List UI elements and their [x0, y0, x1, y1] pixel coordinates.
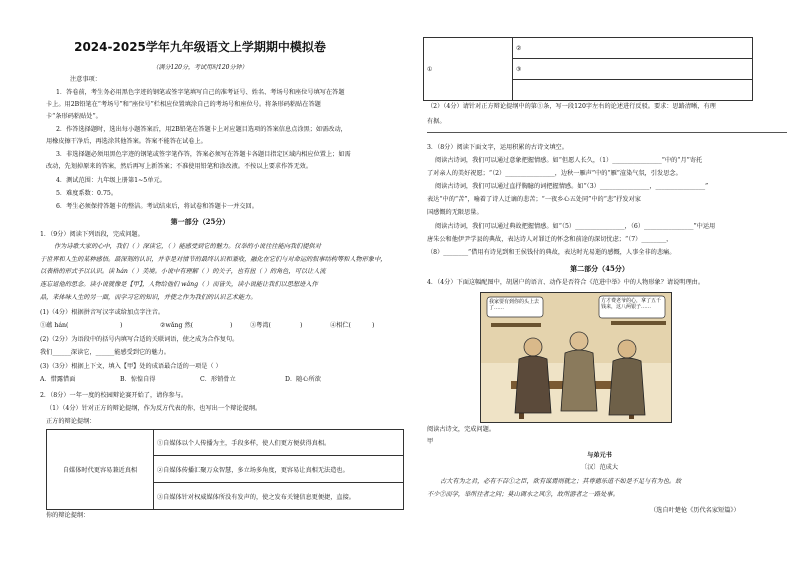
q3-line: 了对亲人的美好祝愿；“（2）________________，边秋一雁声”中的“雁”渲染气氛，引发思念。 — [427, 170, 682, 177]
q2-sub2: （2）（4分）请针对正方辩论提纲中的第①条，写一段120字左右的论述进行反驳。要求：思路清晰，有理 — [427, 103, 716, 110]
answer-box-label: ① — [424, 38, 513, 101]
debate-point: ③自媒体针对权威媒体所没有发声的，使之发布关键信息更便捷，直接。 — [154, 483, 404, 510]
notice-heading: 注意事项： — [70, 76, 101, 83]
q1-passage-line: 品，来体味人生的另一面，而学习它的知识，并使之作为我们的认识艺术能力。 — [40, 294, 257, 301]
poem-source: （选自叶楚伧《历代名家短篇》） — [650, 507, 740, 514]
notice-line: 1．答卷前，考生务必用黑色字迹的钢笔或签字笔填写自己的准考证号、姓名、考场号和座位号填写在答题 — [56, 89, 345, 96]
bubble-left: 我家要有到你的头上去了…… — [489, 299, 540, 311]
q1-sub3-opt: A．惜露惜面 — [40, 376, 76, 383]
part2-heading: 第二部分（45分） — [570, 264, 629, 273]
illustration — [480, 292, 672, 423]
notice-line: 3．非选择题必须用黑色字迹的钢笔或签字笔作答，答案必须写在答题卡各题目指定区域内相应位置上；如需 — [56, 151, 351, 158]
page-subtitle: （满分120分，考试用时120分钟） — [152, 64, 248, 71]
con-label: 你的辩论提纲： — [46, 512, 90, 519]
debate-point: ①自媒体以个人传播为主，手段多样，使人们更方便获得真相。 — [154, 430, 404, 456]
answer-box-row[interactable]: ② — [513, 38, 753, 59]
q2-sub2-b: 有据。 — [427, 118, 446, 125]
q1-sub1: (1)（4分）根据拼音写汉字或给加点字注音。 — [40, 309, 165, 316]
notice-line: 改动，先划掉原来的答案，然后再写上新答案；不准使用铅笔和涂改液。不按以上要求作答无效。 — [46, 163, 313, 170]
notice-line: 用橡皮擦干净后，再选涂其他答案。答案不能答在试卷上。 — [46, 138, 207, 145]
debate-point: ②自媒体传播汇聚万众智慧，多立场多角度，更容易让真相无法造也。 — [154, 456, 404, 483]
q1-sub3: (3)（3分）根据上下文，填入【甲】处的成语最合适的一项是（ ） — [40, 363, 222, 370]
q2-stem: 2．（8分）一年一度的校园辩论赛开始了，请你参与。 — [40, 392, 188, 399]
poem-title: 与弟元书 — [587, 452, 612, 459]
q3-line: 阅读古诗词，我们可以通过典故把握情感。如“（5）________________，（6）________________”中运用 — [435, 223, 716, 230]
answer-box-row[interactable]: ③ — [513, 59, 753, 80]
q1-sub1-opt: ) — [300, 322, 303, 329]
q1-sub1-opt: ) — [120, 322, 123, 329]
q1-sub1-opt: ) — [372, 322, 375, 329]
q1-sub2: (2)（2分）为语段中的括号内填写合适的关联词语，使之成为合作复句。 — [40, 336, 239, 343]
pro-label: 正方的辩论提纲： — [46, 418, 96, 425]
debate-table — [46, 429, 404, 510]
illustration-art — [481, 293, 671, 422]
bubble-right: 方才费老爷的心，拿了五千钱来，这八两银子…… — [601, 298, 662, 310]
reading-stem: 阅读古诗文，完成问题。 — [427, 426, 496, 433]
q3-line: 阅读古诗词，我们可以通过直抒胸臆的词把握情感。如“（3）________________，________________” — [435, 183, 709, 190]
debate-topic: 自媒体时代更容易兼近真相 — [47, 430, 154, 510]
q1-sub1-opt: ③粤湾( — [250, 322, 271, 329]
q4-stem: 4．（4分）下面这幅配图中，胡屠户的语言、动作是否符合《范进中举》中的人物形象？请说明理由。 — [427, 279, 705, 286]
answer-box-row[interactable] — [513, 80, 753, 101]
answer-box-table — [423, 37, 753, 101]
q1-sub1-opt: ) — [230, 322, 233, 329]
q3-line: 国感慨的无限思量。 — [427, 209, 483, 216]
notice-line: 5．难度系数：0.75。 — [56, 190, 118, 197]
q1-sub3-opt: C．形销骨立 — [200, 376, 236, 383]
part1-heading: 第一部分（25分） — [170, 217, 230, 226]
q1-passage-line: 以表格的形式予以认识。读 hán（ ）美境。小说中有理解（ ）的关子，也有扭（ ）的角色，可以让人流 — [40, 268, 326, 275]
q3-stem: 3．（8分）阅读下面文字，运用积累的古诗文填空。 — [427, 144, 568, 151]
poem-line: 不少②而学，举所往者之问；莫山调水之风③，故所游者之一路处事。 — [427, 491, 619, 498]
q1-sub1-opt: ④相伫( — [330, 322, 351, 329]
q1-sub1-opt: ①蕴 hán( — [40, 322, 69, 329]
q3-line: （8）________”借用有诗见到和王侯钱付的典故，表达时光易逝的感慨，人事全非的悲痛。 — [427, 249, 676, 256]
notice-line: 2．作答选择题时，选出每小题答案后，用2B铅笔在答题卡上对应题目选项的答案信息点涂黑；如需改动， — [56, 126, 347, 133]
q1-sub2-blank: 我们______深读它，______能感受到它的魅力。 — [40, 349, 170, 356]
q1-sub3-opt: D．随心所欲 — [285, 376, 321, 383]
poem-author: 〔汉〕范成大 — [580, 464, 619, 471]
poem-line: 古大有为之君，必有不召①之臣，欲有谋焉则就之；其尊德乐道不如是不足与有为也。故 — [440, 478, 682, 485]
notice-line: 4．测试范围：九年级上册第1~5单元。 — [56, 177, 166, 184]
q2-sub1: （1）（4分）针对正方的辩论提纲，作为反方代表的你，也写出一个辩论提纲。 — [46, 405, 262, 412]
notice-line: 6．考生必须保持答题卡的整洁。考试结束后，将试卷和答题卡一并交回。 — [56, 203, 258, 210]
q1-passage-line: 作为诗歌大家的心中，我们（ ）深读它，（ ）能感受到它的魅力。仅举的小说往往能向我们提供对 — [54, 243, 321, 250]
q1-passage-line: 于世界和人生的某种感悟。最深刻的认识，并非是对情节的最终认识和兼收，融化在它们与对命运的叙事结构等和人物形象中， — [40, 256, 387, 263]
notice-line: 卡“条形码粘贴处”。 — [46, 113, 102, 120]
notice-line: 卡上。用2B铅笔在“考场号”和“座位号”栏相应位置填涂自己的考场号和座位号。将条形码粘贴在答题 — [46, 101, 321, 108]
q1-passage-line: 连忘返他的思念。读小说就像是【甲】，人物给他们 wǎng（ ）而皆失，读小说能让我们以思想进入作 — [40, 281, 318, 288]
answer-line[interactable] — [427, 132, 787, 133]
page-title: 2024-2025学年九年级语文上学期期中模拟卷 — [74, 40, 326, 54]
q3-line: 表达“中的“苦”，喻着了诗人迁谪的悲苦；“一夜乡心五处同”中的“悲”抒发对家 — [427, 196, 641, 203]
q1-sub1-opt: ②wǎng 然( — [160, 322, 194, 329]
reading-jia: 甲 — [427, 438, 434, 445]
q3-line: 阅读古诗词，我们可以通过意象把握情感。如“但愿人长久，（1）________________”中的“月”寄托 — [435, 157, 703, 164]
q1-stem: 1．（9分）阅读下列语段，完成问题。 — [40, 231, 144, 238]
q3-line: 唐朱公和他伊尹学县的典故，表达诗人对罪迁的怀念和前途的深切忧虑；“（7）________， — [427, 236, 673, 243]
q1-sub3-opt: B．惊惶自得 — [120, 376, 156, 383]
